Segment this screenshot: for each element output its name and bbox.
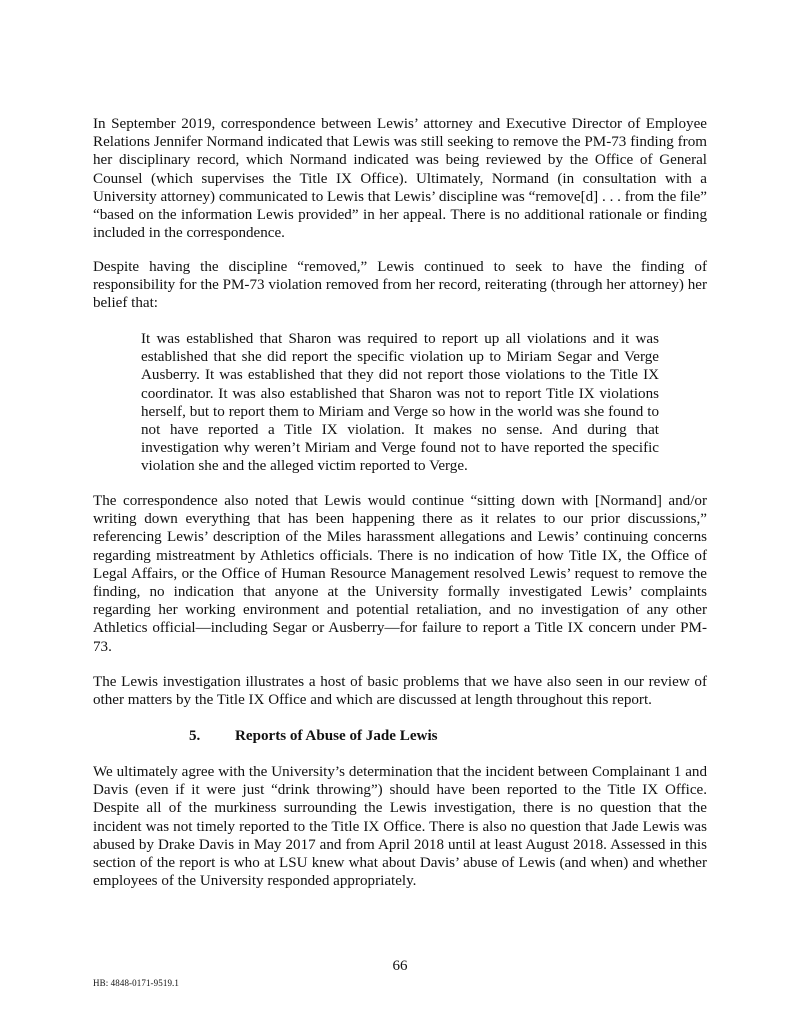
document-id-footer: HB: 4848-0171-9519.1 [93,978,179,988]
page-number: 66 [392,958,408,974]
paragraph-discipline-removed: Despite having the discipline “removed,” Lewis continued to seek to have the finding of responsibility for the PM-73 violation removed from her record, reiterating (through her attorney) her belief that: [93,259,707,312]
paragraph-correspondence-2019: In September 2019, correspondence between Lewis’ attorney and Executive Director of Employee Relations Jennifer Normand indicated that Lewis was still seeking to remove the PM-73 finding from her disciplinary record, which Normand indicated was being reviewed by the Office of General Counsel (which supervises the Title IX Office). Ultimately, Normand (in consultation with a University attorney) communicated to Lewis that Lewis’ discipline was “remove[d] . . . from the file” “based on the information Lewis provided” in her appeal. There is no additional rationale or finding included in the correspondence. [93,116,707,242]
section-title: Reports of Abuse of Jade Lewis [235,728,438,744]
section-heading [189,727,438,745]
paragraph-university-determination: We ultimately agree with the University’s determination that the incident between Complainant 1 and Davis (even if it were just “drink throwing”) should have been reported to the Title IX Office. Despite all of the murkiness surrounding the Lewis investigation, there is no question that the incident was not timely reported to the Title IX Office. There is also no question that Jade Lewis was abused by Drake Davis in May 2017 and from April 2018 until at least August 2018. Assessed in this section of the report is who at LSU knew what about Davis’ abuse of Lewis (and when) and whether employees of the University responded appropriately. [93,764,707,890]
paragraph-investigation-problems: The Lewis investigation illustrates a host of basic problems that we have also seen in our review of other matters by the Title IX Office and which are discussed at length throughout this report. [93,674,707,709]
section-number: 5. [189,728,201,744]
block-quote: It was established that Sharon was required to report up all violations and it was established that she did report the specific violation up to Miriam Segar and Verge Ausberry. It was established that they did not report those violations to the Title IX coordinator. It was also established that Sharon was not to report Title IX violations herself, but to report them to Miriam and Verge so how in the world was she found to not have reported a Title IX violation. It makes no sense. And during that investigation why weren’t Miriam and Verge found not to have reported the specific violation she and the alleged victim reported to Verge. [141,331,659,475]
paragraph-correspondence-noted: The correspondence also noted that Lewis would continue “sitting down with [Normand] and/or writing down everything that has been happening there as it relates to our prior discussions,” referencing Lewis’ description of the Miles harassment allegations and Lewis’ continuing concerns regarding mistreatment by Athletics officials. There is no indication of how Title IX, the Office of Legal Affairs, or the Office of Human Resource Management resolved Lewis’ request to remove the finding, no indication that anyone at the University formally investigated Lewis’ complaints regarding her working environment and potential retaliation, and no investigation of any other Athletics official—including Segar or Ausberry—for failure to report a Title IX concern under PM-73. [93,493,707,655]
